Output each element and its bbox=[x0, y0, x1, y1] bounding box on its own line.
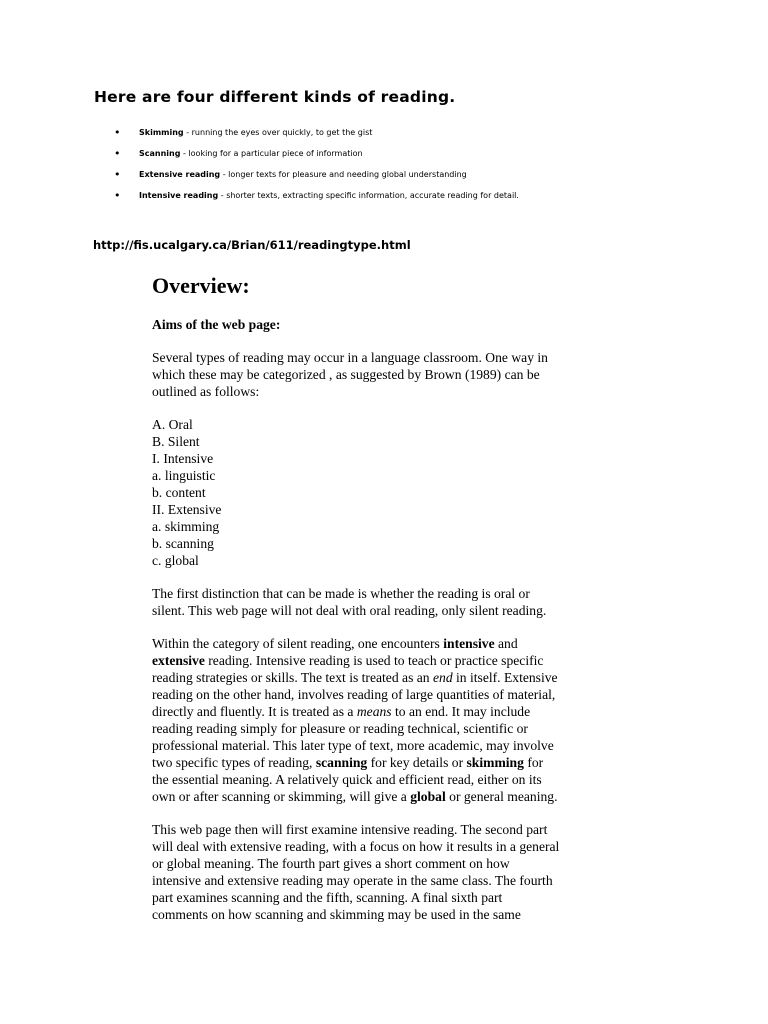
page-heading: Here are four different kinds of reading. bbox=[94, 88, 456, 106]
intro-line: Several types of reading may occur in a language classroom. One way in bbox=[152, 350, 548, 365]
term: Skimming bbox=[139, 128, 184, 137]
emphasis: means bbox=[356, 704, 392, 719]
description: - running the eyes over quickly, to get the gist bbox=[183, 128, 373, 137]
emphasis: skimming bbox=[466, 755, 524, 770]
text: directly and fluently. It is treated as a bbox=[152, 704, 357, 719]
outline-item: a. skimming bbox=[152, 519, 220, 534]
text: to an end. It may include bbox=[391, 704, 531, 719]
text: reading strategies or skills. The text is treated as an bbox=[152, 670, 433, 685]
text: for bbox=[523, 755, 544, 770]
para3-line: intensive and extensive reading may operate in the same class. The fourth bbox=[152, 873, 553, 888]
para2-line bbox=[152, 788, 557, 805]
para3-line: part examines scanning and the fifth, scanning. A final sixth part bbox=[152, 890, 503, 905]
bullet-icon: • bbox=[114, 126, 121, 139]
para2-line: reading on the other hand, involves reading of large quantities of material, bbox=[152, 687, 556, 702]
para2-line bbox=[152, 635, 518, 652]
text: or general meaning. bbox=[445, 789, 558, 804]
bullet-icon: • bbox=[114, 147, 121, 160]
text: two specific types of reading, bbox=[152, 755, 316, 770]
para3-line: or global meaning. The fourth part gives a short comment on how bbox=[152, 856, 510, 871]
outline-item: II. Extensive bbox=[152, 502, 222, 517]
term: Extensive reading bbox=[139, 170, 221, 179]
list-item bbox=[110, 148, 519, 169]
term: Intensive reading bbox=[139, 191, 219, 200]
article-title: Overview: bbox=[152, 273, 250, 298]
para2-line bbox=[152, 754, 543, 771]
para2-line bbox=[152, 652, 543, 669]
outline-item: b. content bbox=[152, 485, 206, 500]
emphasis: global bbox=[410, 789, 446, 804]
para2-line bbox=[152, 669, 558, 686]
para2-line bbox=[152, 703, 530, 720]
list-item bbox=[110, 190, 519, 211]
bullet-icon: • bbox=[114, 168, 121, 181]
bullet-icon: • bbox=[114, 189, 121, 202]
description: - longer texts for pleasure and needing global understanding bbox=[220, 170, 467, 179]
para3-line: comments on how scanning and skimming may be used in the same bbox=[152, 907, 521, 922]
para1-line: The first distinction that can be made is whether the reading is oral or bbox=[152, 586, 530, 601]
description: - shorter texts, extracting specific information, accurate reading for detail. bbox=[218, 191, 519, 200]
article bbox=[152, 272, 622, 922]
list-item bbox=[110, 169, 519, 190]
para3-line: This web page then will first examine intensive reading. The second part bbox=[152, 822, 548, 837]
term: Scanning bbox=[139, 149, 181, 158]
text: own or after scanning or skimming, will give a bbox=[152, 789, 411, 804]
aims-heading: Aims of the web page: bbox=[152, 317, 281, 332]
outline-item: a. linguistic bbox=[152, 468, 216, 483]
text: reading. Intensive reading is used to teach or practice specific bbox=[204, 653, 544, 668]
para1-line: silent. This web page will not deal with oral reading, only silent reading. bbox=[152, 603, 547, 618]
para3-line: will deal with extensive reading, with a focus on how it results in a general bbox=[152, 839, 560, 854]
text: Within the category of silent reading, one encounters bbox=[152, 636, 444, 651]
emphasis: intensive bbox=[443, 636, 495, 651]
outline-item: B. Silent bbox=[152, 434, 200, 449]
text: for key details or bbox=[367, 755, 467, 770]
para2-line: the essential meaning. A relatively quick and efficient read, either on its bbox=[152, 772, 542, 787]
outline-item: A. Oral bbox=[152, 417, 193, 432]
intro-line: outlined as follows: bbox=[152, 384, 260, 399]
para2-line: professional material. This later type of text, more academic, may involve bbox=[152, 738, 554, 753]
emphasis: scanning bbox=[315, 755, 368, 770]
reading-types-list bbox=[110, 127, 519, 211]
description: - looking for a particular piece of information bbox=[180, 149, 363, 158]
outline-item: I. Intensive bbox=[152, 451, 214, 466]
intro-line: which these may be categorized , as suggested by Brown (1989) can be bbox=[152, 367, 540, 382]
emphasis: extensive bbox=[152, 653, 205, 668]
text: and bbox=[494, 636, 518, 651]
emphasis: end bbox=[432, 670, 453, 685]
outline-item: b. scanning bbox=[152, 536, 214, 551]
outline-item: c. global bbox=[152, 553, 199, 568]
para2-line: reading reading simply for pleasure or reading technical, scientific or bbox=[152, 721, 528, 736]
list-item bbox=[110, 127, 519, 148]
text: in itself. Extensive bbox=[452, 670, 558, 685]
source-url: http://fis.ucalgary.ca/Brian/611/readingtype.html bbox=[93, 238, 411, 252]
